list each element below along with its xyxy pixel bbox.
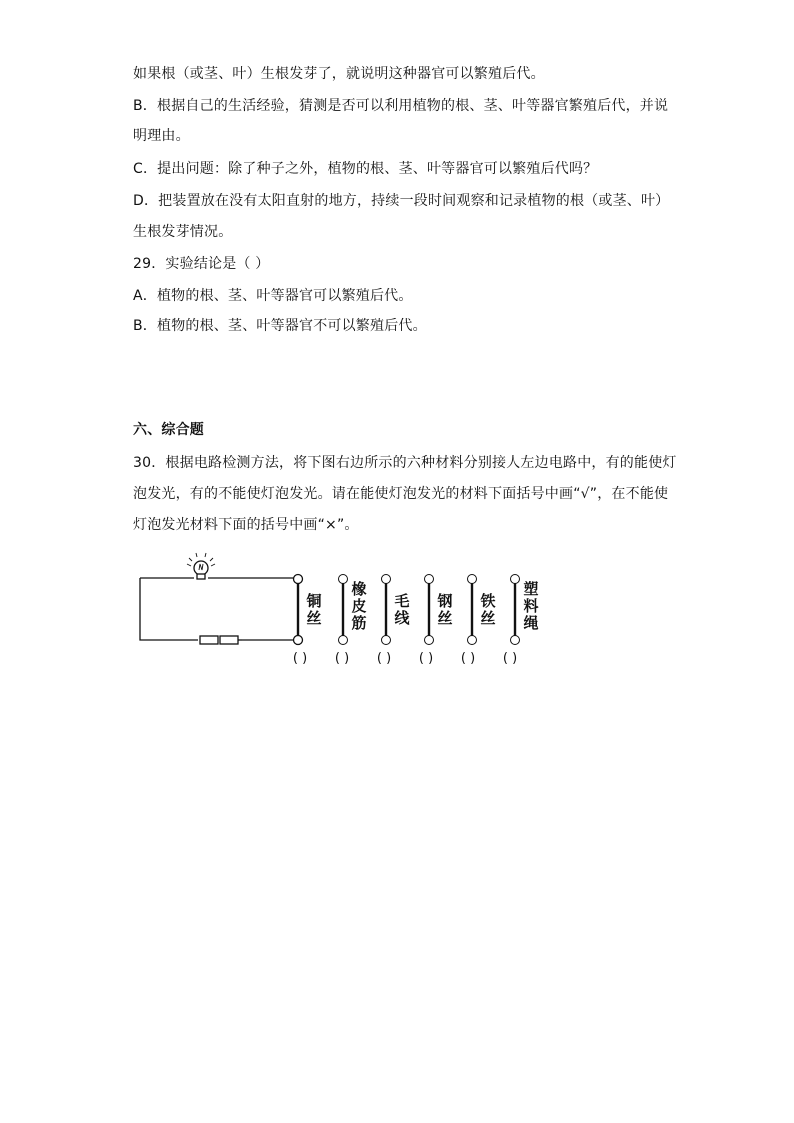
material-sample xyxy=(377,575,411,667)
answer-blank: ( ) xyxy=(502,651,518,666)
circuit-test-figure xyxy=(130,548,550,678)
test-clip-bottom xyxy=(294,636,303,645)
material-label-char: 橡 xyxy=(351,580,367,598)
option-b-text: B．根据自己的生活经验，猜测是否可以利用植物的根、茎、叶等器官繁殖后代，并说 xyxy=(133,98,669,114)
bulb-light-ray xyxy=(205,553,206,557)
bulb-light-ray xyxy=(196,553,197,557)
answer-blank: ( ) xyxy=(418,651,434,666)
material-label-char: 塑 xyxy=(523,580,539,598)
question-30-line-2: 泡发光，有的不能使灯泡发光。请在能使灯泡发光的材料下面括号中画“√”，在不能使 xyxy=(133,486,669,502)
light-bulb-icon xyxy=(187,553,215,579)
material-label-char: 铁 xyxy=(480,592,496,610)
material-clip-top xyxy=(468,575,477,584)
material-label-char: 料 xyxy=(523,597,539,615)
answer-blank: ( ) xyxy=(460,651,476,666)
material-label-char: 绳 xyxy=(523,614,539,632)
material-clip-top xyxy=(382,575,391,584)
material-clip-top xyxy=(339,575,348,584)
material-label-char: 丝 xyxy=(480,609,496,627)
material-clip-top xyxy=(425,575,434,584)
question-29-option-b: B．植物的根、茎、叶等器官不可以繁殖后代。 xyxy=(133,318,427,334)
material-sample xyxy=(461,575,496,667)
question-29-option-a: A．植物的根、茎、叶等器官可以繁殖后代。 xyxy=(133,288,413,304)
answer-blank: ( ) xyxy=(292,651,308,666)
test-clip-top xyxy=(294,575,303,584)
question-30-line-1: 30．根据电路检测方法，将下图右边所示的六种材料分别接人左边电路中，有的能使灯 xyxy=(133,455,677,471)
material-clip-bottom xyxy=(468,636,477,645)
material-label-char: 铜 xyxy=(306,592,322,610)
material-clip-bottom xyxy=(425,636,434,645)
option-c-text: C．提出问题：除了种子之外，植物的根、茎、叶等器官可以繁殖后代吗？ xyxy=(133,161,598,177)
section-title: 六、综合题 xyxy=(133,422,204,438)
battery-cell xyxy=(220,636,238,644)
material-label-char: 钢 xyxy=(437,592,453,610)
material-sample xyxy=(419,575,453,667)
material-sample xyxy=(293,584,322,667)
material-label-char: 线 xyxy=(394,609,410,627)
material-label-char: 皮 xyxy=(351,597,367,615)
answer-blank: ( ) xyxy=(376,651,392,666)
material-label-char: 丝 xyxy=(437,609,453,627)
materials-group xyxy=(293,575,539,667)
material-clip-bottom xyxy=(339,636,348,645)
test-circuit xyxy=(140,553,303,645)
option-d-text-continued: 生根发芽情况。 xyxy=(133,224,233,240)
material-label-char: 丝 xyxy=(306,609,322,627)
answer-blank: ( ) xyxy=(334,651,350,666)
question-29: 29．实验结论是（ ） xyxy=(133,256,270,272)
material-sample xyxy=(335,575,367,667)
material-clip-bottom xyxy=(511,636,520,645)
option-d-text: D．把装置放在没有太阳直射的地方，持续一段时间观察和记录植物的根（或茎、叶） xyxy=(133,193,670,209)
bulb-base xyxy=(197,574,205,579)
material-clip-top xyxy=(511,575,520,584)
bulb-light-ray xyxy=(210,558,213,561)
bulb-light-ray xyxy=(187,564,191,566)
question-30-line-3: 灯泡发光材料下面的括号中画“×”。 xyxy=(133,517,359,533)
bulb-light-ray xyxy=(211,564,215,566)
option-b-text-continued: 明理由。 xyxy=(133,128,190,144)
circuit-wire xyxy=(140,578,198,640)
bulb-light-ray xyxy=(189,558,192,561)
material-clip-bottom xyxy=(382,636,391,645)
material-label-char: 毛 xyxy=(394,592,410,610)
material-sample xyxy=(503,575,539,667)
battery-cell xyxy=(200,636,218,644)
experiment-step-text: 如果根（或茎、叶）生根发芽了，就说明这种器官可以繁殖后代。 xyxy=(133,66,545,82)
material-label-char: 筋 xyxy=(351,614,367,632)
